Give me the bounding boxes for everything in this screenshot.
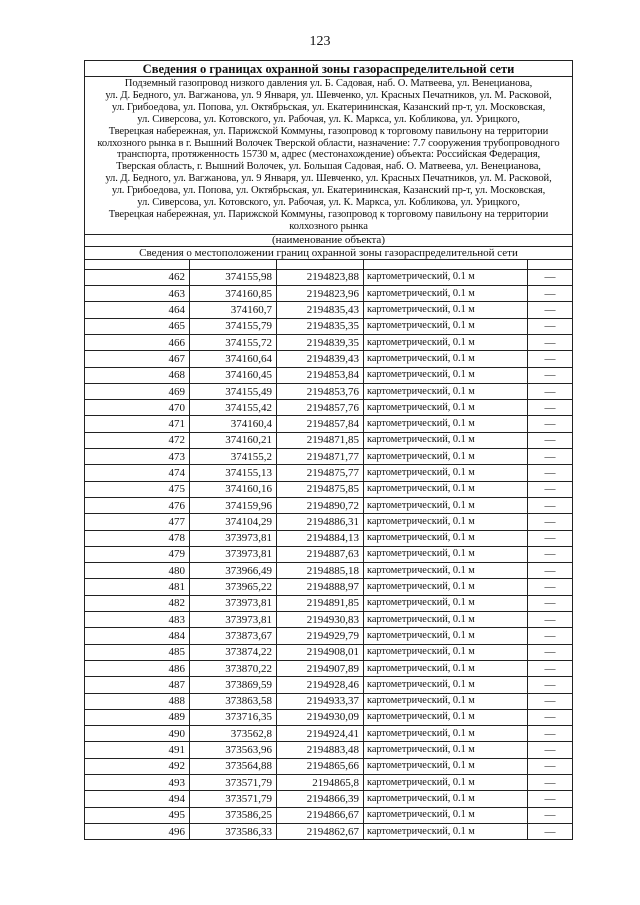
object-description-row (85, 77, 573, 235)
x-coordinate-cell: 373973,81 (190, 612, 277, 628)
point-number-cell: 475 (85, 481, 190, 497)
y-coordinate-cell: 2194862,67 (277, 823, 364, 839)
table-row (85, 807, 573, 823)
point-number-cell: 494 (85, 791, 190, 807)
point-number-cell: 470 (85, 400, 190, 416)
note-cell: — (528, 693, 573, 709)
note-cell: — (528, 774, 573, 790)
method-cell: картометрический, 0.1 м (364, 514, 528, 530)
point-number-cell: 468 (85, 367, 190, 383)
method-cell: картометрический, 0.1 м (364, 432, 528, 448)
object-description-line: транспорта, протяженность 15730 м, адрес (местонахождение) объекта: Российская Федерация, (116, 149, 541, 161)
method-cell: картометрический, 0.1 м (364, 302, 528, 318)
table-row (85, 758, 573, 774)
method-cell: картометрический, 0.1 м (364, 334, 528, 350)
object-description-line: ул. Сиверсова, ул. Котовского, ул. Рабочая, ул. К. Маркса, ул. Кобликова, ул. Урицкого, (137, 197, 520, 209)
table-row (85, 579, 573, 595)
table-row (85, 383, 573, 399)
method-cell: картометрический, 0.1 м (364, 628, 528, 644)
table-row (85, 628, 573, 644)
y-coordinate-cell: 2194875,77 (277, 465, 364, 481)
table-row (85, 693, 573, 709)
object-description-line: колхозного рынка в г. Вышний Волочек Тверской области, назначение: 7.7 сооружения трубопроводного (97, 137, 560, 149)
object-description-line: ул. Грибоедова, ул. Попова, ул. Октябрьская, ул. Екатерининская, Казанский пр-т, ул. Московская, (111, 101, 546, 113)
y-coordinate-cell: 2194835,43 (277, 302, 364, 318)
table-row (85, 416, 573, 432)
table-row (85, 563, 573, 579)
method-cell: картометрический, 0.1 м (364, 563, 528, 579)
object-description-line: ул. Д. Бедного, ул. Вагжанова, ул. 9 Января, ул. Шевченко, ул. Красных Печатников, ул. М. Расковой, (105, 89, 552, 101)
point-number-cell: 464 (85, 302, 190, 318)
note-cell: — (528, 432, 573, 448)
note-cell: — (528, 334, 573, 350)
object-description (85, 77, 573, 235)
method-cell: картометрический, 0.1 м (364, 318, 528, 334)
table-row (85, 449, 573, 465)
method-cell: картометрический, 0.1 м (364, 758, 528, 774)
note-cell: — (528, 416, 573, 432)
table-row (85, 481, 573, 497)
point-number-cell: 483 (85, 612, 190, 628)
method-cell: картометрический, 0.1 м (364, 579, 528, 595)
point-number-cell: 492 (85, 758, 190, 774)
y-coordinate-cell: 2194928,46 (277, 677, 364, 693)
method-cell: картометрический, 0.1 м (364, 595, 528, 611)
table-row (85, 432, 573, 448)
x-coordinate-cell: 374155,13 (190, 465, 277, 481)
x-coordinate-cell: 374160,21 (190, 432, 277, 448)
table-row (85, 595, 573, 611)
table-row (85, 546, 573, 562)
note-cell: — (528, 318, 573, 334)
x-coordinate-cell: 374155,49 (190, 383, 277, 399)
y-coordinate-cell: 2194875,85 (277, 481, 364, 497)
y-coordinate-cell: 2194908,01 (277, 644, 364, 660)
point-number-cell: 471 (85, 416, 190, 432)
note-cell: — (528, 791, 573, 807)
x-coordinate-cell: 374155,42 (190, 400, 277, 416)
y-coordinate-cell: 2194886,31 (277, 514, 364, 530)
table-row (85, 726, 573, 742)
point-number-cell: 489 (85, 709, 190, 725)
table-row (85, 660, 573, 676)
method-cell: картометрический, 0.1 м (364, 497, 528, 513)
x-coordinate-cell: 374155,2 (190, 449, 277, 465)
y-coordinate-cell: 2194929,79 (277, 628, 364, 644)
y-coordinate-cell: 2194884,13 (277, 530, 364, 546)
method-cell: картометрический, 0.1 м (364, 269, 528, 285)
point-number-cell: 485 (85, 644, 190, 660)
point-number-cell: 472 (85, 432, 190, 448)
point-number-cell: 479 (85, 546, 190, 562)
method-cell: картометрический, 0.1 м (364, 774, 528, 790)
note-cell: — (528, 579, 573, 595)
point-number-cell: 465 (85, 318, 190, 334)
method-cell: картометрический, 0.1 м (364, 465, 528, 481)
table-row (85, 302, 573, 318)
point-number-cell: 481 (85, 579, 190, 595)
y-coordinate-cell: 2194871,77 (277, 449, 364, 465)
table-row (85, 644, 573, 660)
method-cell: картометрический, 0.1 м (364, 530, 528, 546)
note-cell: — (528, 286, 573, 302)
method-cell: картометрический, 0.1 м (364, 709, 528, 725)
y-coordinate-cell: 2194930,09 (277, 709, 364, 725)
note-cell: — (528, 481, 573, 497)
x-coordinate-cell: 373966,49 (190, 563, 277, 579)
note-cell: — (528, 497, 573, 513)
blank-cell (190, 259, 277, 269)
method-cell: картометрический, 0.1 м (364, 791, 528, 807)
note-cell: — (528, 823, 573, 839)
y-coordinate-cell: 2194866,67 (277, 807, 364, 823)
x-coordinate-cell: 374160,64 (190, 351, 277, 367)
point-number-cell: 486 (85, 660, 190, 676)
x-coordinate-cell: 373586,33 (190, 823, 277, 839)
table-row (85, 774, 573, 790)
y-coordinate-cell: 2194853,84 (277, 367, 364, 383)
y-coordinate-cell: 2194857,76 (277, 400, 364, 416)
x-coordinate-cell: 373562,8 (190, 726, 277, 742)
note-cell: — (528, 677, 573, 693)
object-description-line: ул. Грибоедова, ул. Попова, ул. Октябрьская, ул. Екатерининская, Казанский пр-т, ул. Московская, (111, 185, 546, 197)
x-coordinate-cell: 374159,96 (190, 497, 277, 513)
method-cell: картометрический, 0.1 м (364, 742, 528, 758)
y-coordinate-cell: 2194865,8 (277, 774, 364, 790)
note-cell: — (528, 660, 573, 676)
object-description-line: Подземный газопровод низкого давления ул. Б. Садовая, наб. О. Матвеева, ул. Венецианова, (124, 78, 533, 89)
point-number-cell: 482 (85, 595, 190, 611)
y-coordinate-cell: 2194823,96 (277, 286, 364, 302)
point-number-cell: 484 (85, 628, 190, 644)
point-number-cell: 478 (85, 530, 190, 546)
object-description-line: Тверская область, г. Вышний Волочек, ул. Большая Садовая, наб. О. Матвеева, ул. Венецианова, (116, 161, 541, 173)
note-cell: — (528, 709, 573, 725)
method-cell: картометрический, 0.1 м (364, 693, 528, 709)
point-number-cell: 491 (85, 742, 190, 758)
point-number-cell: 469 (85, 383, 190, 399)
point-number-cell: 496 (85, 823, 190, 839)
y-coordinate-cell: 2194924,41 (277, 726, 364, 742)
document-title: Сведения о границах охранной зоны газораспределительной сети (85, 61, 573, 77)
note-cell: — (528, 367, 573, 383)
object-description-line: ул. Д. Бедного, ул. Вагжанова, ул. 9 Января, ул. Шевченко, ул. Красных Печатников, ул. М. Расковой, (105, 173, 552, 185)
table-row (85, 612, 573, 628)
x-coordinate-cell: 373563,96 (190, 742, 277, 758)
point-number-cell: 477 (85, 514, 190, 530)
y-coordinate-cell: 2194839,43 (277, 351, 364, 367)
method-cell: картометрический, 0.1 м (364, 807, 528, 823)
note-cell: — (528, 726, 573, 742)
object-description-line: Тверецкая набережная, ул. Парижской Коммуны, газопровод к торговому павильону на территории (108, 208, 549, 220)
table-row (85, 286, 573, 302)
table-row (85, 742, 573, 758)
x-coordinate-cell: 374155,98 (190, 269, 277, 285)
x-coordinate-cell: 373863,58 (190, 693, 277, 709)
note-cell: — (528, 595, 573, 611)
note-cell: — (528, 628, 573, 644)
x-coordinate-cell: 373973,81 (190, 595, 277, 611)
method-cell: картометрический, 0.1 м (364, 351, 528, 367)
method-cell: картометрический, 0.1 м (364, 367, 528, 383)
note-cell: — (528, 465, 573, 481)
point-number-cell: 467 (85, 351, 190, 367)
note-cell: — (528, 351, 573, 367)
note-cell: — (528, 742, 573, 758)
x-coordinate-cell: 373571,79 (190, 774, 277, 790)
note-cell: — (528, 383, 573, 399)
method-cell: картометрический, 0.1 м (364, 546, 528, 562)
method-cell: картометрический, 0.1 м (364, 286, 528, 302)
blank-cell (364, 259, 528, 269)
method-cell: картометрический, 0.1 м (364, 644, 528, 660)
point-number-cell: 490 (85, 726, 190, 742)
y-coordinate-cell: 2194823,88 (277, 269, 364, 285)
table-row (85, 791, 573, 807)
note-cell: — (528, 563, 573, 579)
y-coordinate-cell: 2194907,89 (277, 660, 364, 676)
x-coordinate-cell: 373716,35 (190, 709, 277, 725)
y-coordinate-cell: 2194839,35 (277, 334, 364, 350)
x-coordinate-cell: 374160,7 (190, 302, 277, 318)
table-row (85, 269, 573, 285)
y-coordinate-cell: 2194865,66 (277, 758, 364, 774)
x-coordinate-cell: 373965,22 (190, 579, 277, 595)
point-number-cell: 480 (85, 563, 190, 579)
method-cell: картометрический, 0.1 м (364, 612, 528, 628)
object-caption-row (85, 234, 573, 246)
x-coordinate-cell: 374160,4 (190, 416, 277, 432)
table-row (85, 367, 573, 383)
note-cell: — (528, 807, 573, 823)
y-coordinate-cell: 2194835,35 (277, 318, 364, 334)
table-row (85, 530, 573, 546)
point-number-cell: 493 (85, 774, 190, 790)
y-coordinate-cell: 2194857,84 (277, 416, 364, 432)
method-cell: картометрический, 0.1 м (364, 449, 528, 465)
point-number-cell: 488 (85, 693, 190, 709)
y-coordinate-cell: 2194930,83 (277, 612, 364, 628)
note-cell: — (528, 400, 573, 416)
table-body (85, 61, 573, 840)
y-coordinate-cell: 2194853,76 (277, 383, 364, 399)
table-row (85, 497, 573, 513)
point-number-cell: 476 (85, 497, 190, 513)
y-coordinate-cell: 2194885,18 (277, 563, 364, 579)
note-cell: — (528, 546, 573, 562)
note-cell: — (528, 449, 573, 465)
blank-cell (85, 259, 190, 269)
note-cell: — (528, 612, 573, 628)
x-coordinate-cell: 373870,22 (190, 660, 277, 676)
table-row (85, 465, 573, 481)
note-cell: — (528, 302, 573, 318)
method-cell: картометрический, 0.1 м (364, 383, 528, 399)
table-row (85, 514, 573, 530)
blank-cell (277, 259, 364, 269)
object-description-line: ул. Сиверсова, ул. Котовского, ул. Рабочая, ул. К. Маркса, ул. Кобликова, ул. Урицкого, (137, 113, 520, 125)
x-coordinate-cell: 373874,22 (190, 644, 277, 660)
object-description-line: Тверецкая набережная, ул. Парижской Коммуны, газопровод к торговому павильону на территории (108, 125, 549, 137)
point-number-cell: 473 (85, 449, 190, 465)
object-caption: (наименование объекта) (85, 234, 573, 246)
table-row (85, 823, 573, 839)
method-cell: картометрический, 0.1 м (364, 677, 528, 693)
point-number-cell: 487 (85, 677, 190, 693)
y-coordinate-cell: 2194887,63 (277, 546, 364, 562)
x-coordinate-cell: 374104,29 (190, 514, 277, 530)
location-header: Сведения о местоположении границ охранной зоны газораспределительной сети (85, 246, 573, 259)
table-row (85, 709, 573, 725)
point-number-cell: 462 (85, 269, 190, 285)
x-coordinate-cell: 374155,79 (190, 318, 277, 334)
x-coordinate-cell: 374160,85 (190, 286, 277, 302)
blank-cell (528, 259, 573, 269)
y-coordinate-cell: 2194888,97 (277, 579, 364, 595)
point-number-cell: 466 (85, 334, 190, 350)
x-coordinate-cell: 374160,45 (190, 367, 277, 383)
x-coordinate-cell: 374155,72 (190, 334, 277, 350)
method-cell: картометрический, 0.1 м (364, 726, 528, 742)
object-description-line: колхозного рынка (289, 220, 368, 232)
x-coordinate-cell: 373571,79 (190, 791, 277, 807)
table-row (85, 351, 573, 367)
method-cell: картометрический, 0.1 м (364, 416, 528, 432)
method-cell: картометрический, 0.1 м (364, 481, 528, 497)
note-cell: — (528, 644, 573, 660)
page-number: 123 (309, 34, 331, 49)
x-coordinate-cell: 373873,67 (190, 628, 277, 644)
note-cell: — (528, 514, 573, 530)
object-description-lines (88, 78, 569, 233)
method-cell: картометрический, 0.1 м (364, 400, 528, 416)
x-coordinate-cell: 373973,81 (190, 546, 277, 562)
method-cell: картометрический, 0.1 м (364, 823, 528, 839)
boundary-table (84, 60, 573, 840)
y-coordinate-cell: 2194866,39 (277, 791, 364, 807)
method-cell: картометрический, 0.1 м (364, 660, 528, 676)
y-coordinate-cell: 2194883,48 (277, 742, 364, 758)
blank-header-row (85, 259, 573, 269)
y-coordinate-cell: 2194933,37 (277, 693, 364, 709)
note-cell: — (528, 530, 573, 546)
note-cell: — (528, 269, 573, 285)
x-coordinate-cell: 373586,25 (190, 807, 277, 823)
table-row (85, 400, 573, 416)
x-coordinate-cell: 373564,88 (190, 758, 277, 774)
table-row (85, 334, 573, 350)
table-row (85, 318, 573, 334)
point-number-cell: 474 (85, 465, 190, 481)
title-row (85, 61, 573, 77)
x-coordinate-cell: 373869,59 (190, 677, 277, 693)
y-coordinate-cell: 2194871,85 (277, 432, 364, 448)
x-coordinate-cell: 374160,16 (190, 481, 277, 497)
point-number-cell: 463 (85, 286, 190, 302)
x-coordinate-cell: 373973,81 (190, 530, 277, 546)
y-coordinate-cell: 2194890,72 (277, 497, 364, 513)
y-coordinate-cell: 2194891,85 (277, 595, 364, 611)
note-cell: — (528, 758, 573, 774)
table-row (85, 677, 573, 693)
point-number-cell: 495 (85, 807, 190, 823)
location-header-row (85, 246, 573, 259)
